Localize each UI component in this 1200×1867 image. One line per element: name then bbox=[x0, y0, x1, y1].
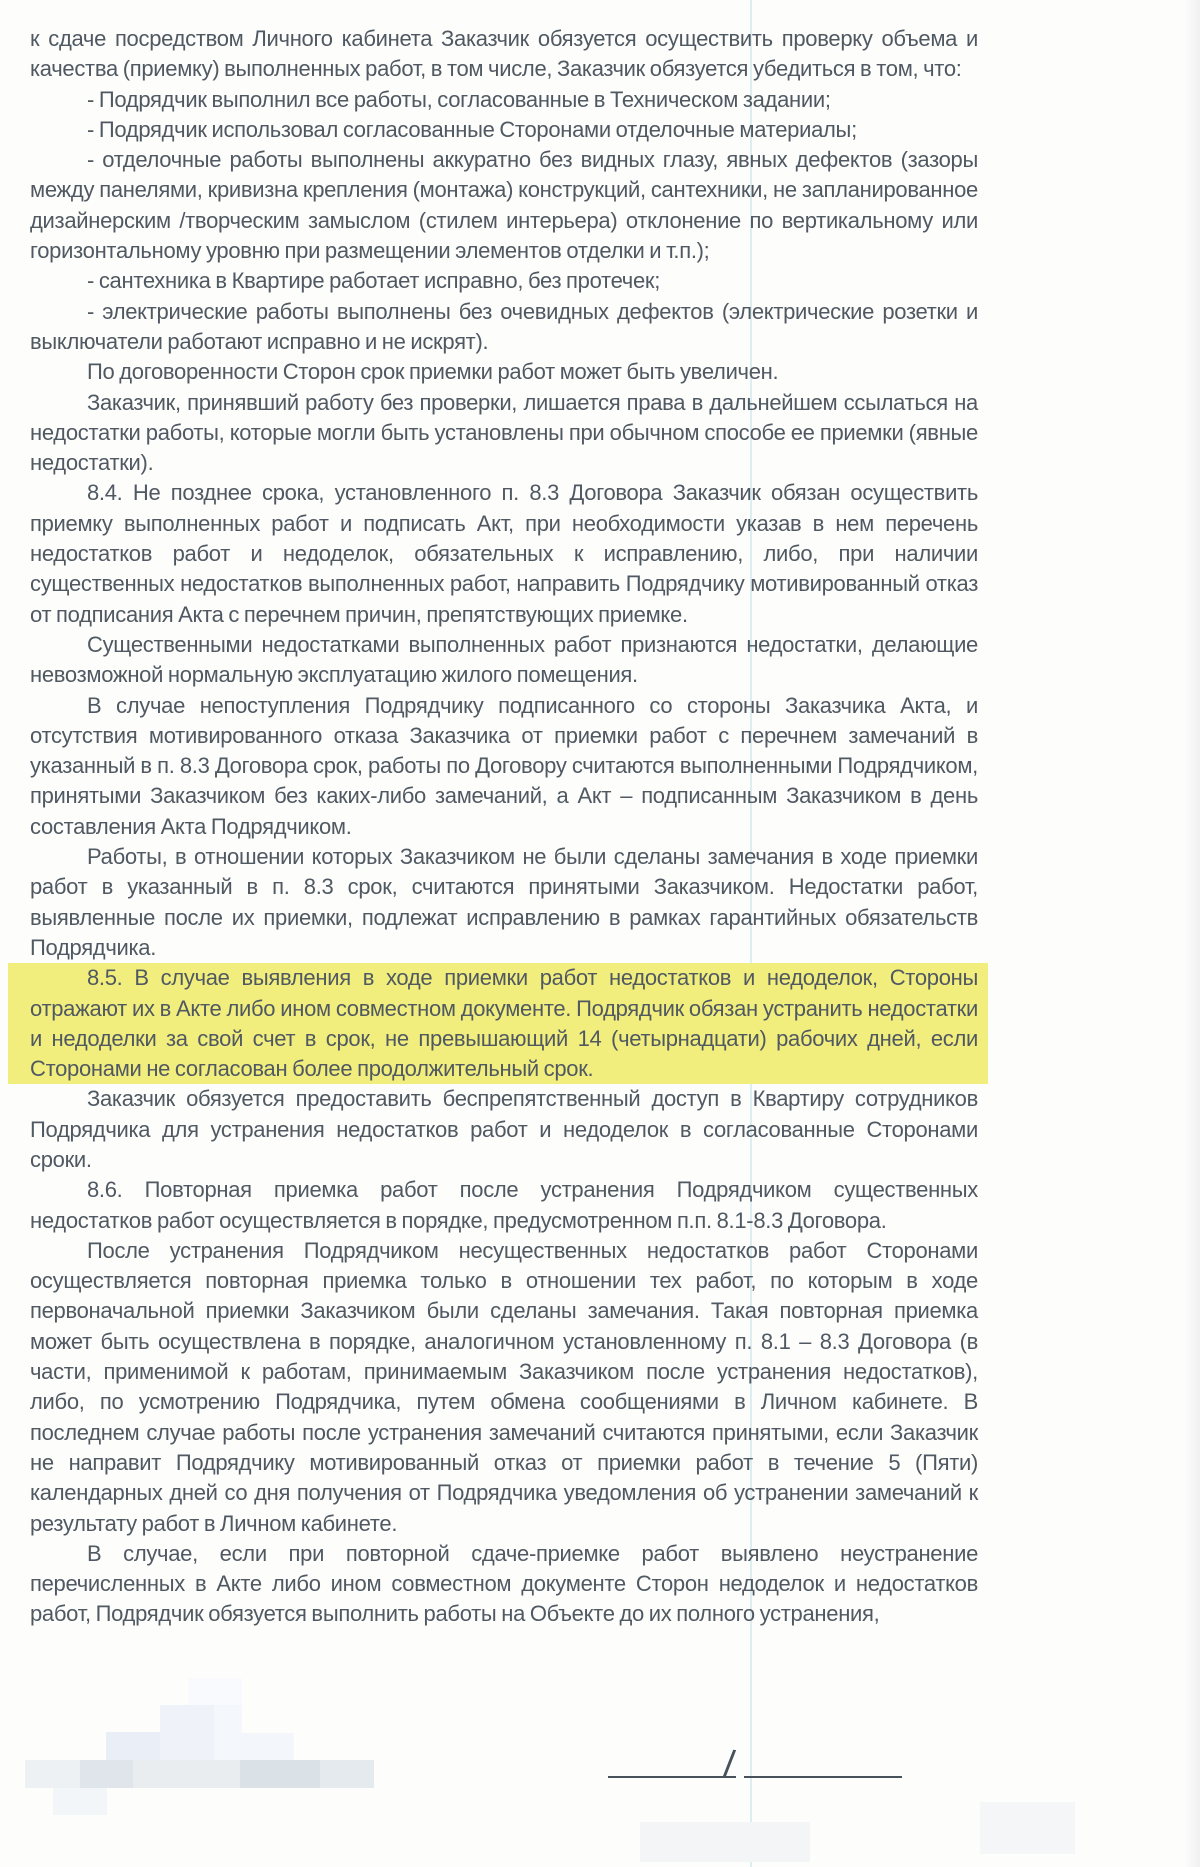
paragraph: В случае, если при повторной сдаче-приемке работ выявлено неустранение перечисленных в Акте либо ином совместном документе Сторон недоделок и недостатков работ, Подрядчик обязуется выполнить работы на Объекте до их полного устранения, bbox=[30, 1540, 978, 1627]
redaction-block bbox=[160, 1705, 214, 1761]
paragraph: После устранения Подрядчиком несущественных недостатков работ Сторонами осуществляется повторная приемка только в отношении тех работ, по которым в ходе первоначальной приемки Заказчиком были сделаны замечания. Такая повторная приемка может быть осуществлена в порядке, аналогичном установленному п. 8.1 – 8.3 Договора (в части, применимой к работам, принимаемым Заказчиком после устранения недостатков), либо, по усмотрению Подрядчика, путем обмена сообщениями в Личном кабинете. В последнем случае работы после устранения замечаний считаются принятыми, если Заказчик не направит Подрядчику мотивированный отказ от приемки работ в течение 5 (Пяти) календарных дней со дня получения от Подрядчика уведомления об устранении замечаний к результату работ в Личном кабинете. bbox=[30, 1237, 978, 1536]
scan-edge-shadow bbox=[1184, 0, 1200, 1867]
paragraph: Существенными недостатками выполненных работ признаются недостатки, делающие невозможной нормальную эксплуатацию жилого помещения. bbox=[30, 631, 978, 688]
paragraph: Работы, в отношении которых Заказчиком не были сделаны замечания в ходе приемки работ в указанный в п. 8.3 срок, считаются принятыми Заказчиком. Недостатки работ, выявленные после их приемки, подлежат исправлению в рамках гарантийных обязательств Подрядчика. bbox=[30, 844, 978, 960]
signature-line-left bbox=[608, 1776, 736, 1778]
redaction-block bbox=[133, 1760, 240, 1788]
paragraph: 8.4. Не позднее срока, установленного п. 8.3 Договора Заказчик обязан осуществить приемку выполненных работ и подписать Акт, при необходимости указав в нем перечень недостатков работ и недоделок, обязательных к исправлению, либо, при наличии существенных недостатков выполненных работ, направить Подрядчику мотивированный отказ от подписания Акта с перечнем причин, препятствующих приемке. bbox=[30, 480, 978, 627]
redaction-block bbox=[320, 1760, 374, 1788]
redaction-block bbox=[980, 1802, 1075, 1854]
paragraph: - Подрядчик использовал согласованные Сторонами отделочные материалы; bbox=[87, 116, 857, 142]
redaction-block bbox=[106, 1732, 160, 1760]
paragraph: - электрические работы выполнены без очевидных дефектов (электрические розетки и выключатели работают исправно и не искрят). bbox=[30, 298, 978, 354]
redaction-block bbox=[214, 1705, 242, 1761]
redaction-block bbox=[80, 1760, 134, 1788]
paragraph: - Подрядчик выполнил все работы, согласованные в Техническом задании; bbox=[87, 86, 831, 112]
redaction-block bbox=[240, 1733, 294, 1760]
paragraph: к сдаче посредством Личного кабинета Заказчик обязуется осуществить проверку объема и качества (приемку) выполненных работ, в том числе, Заказчик обязуется убедиться в том, что: bbox=[30, 26, 978, 82]
paragraph: Заказчик обязуется предоставить беспрепятственный доступ в Квартиру сотрудников Подрядчика для устранения недостатков работ и недоделок в согласованные Сторонами сроки. bbox=[30, 1086, 978, 1172]
redaction-block bbox=[640, 1822, 810, 1862]
paragraph: В случае непоступления Подрядчику подписанного со стороны Заказчика Акта, и отсутствия мотивированного отказа Заказчика от приемки работ с перечнем замечаний в указанный в п. 8.3 Договора срок, работы по Договору считаются выполненными Подрядчиком, принятыми Заказчиком без каких-либо замечаний, а Акт – подписанным Заказчиком в день составления Акта Подрядчиком. bbox=[30, 692, 978, 839]
paragraph: 8.6. Повторная приемка работ после устранения Подрядчиком существенных недостатков работ осуществляется в порядке, предусмотренном п.п. 8.1-8.3 Договора. bbox=[30, 1177, 978, 1233]
document-body bbox=[30, 24, 978, 1630]
signature-separator: / bbox=[721, 1743, 737, 1787]
paragraph: Заказчик, принявший работу без проверки, лишается права в дальнейшем ссылаться на недостатки работы, которые могли быть установлены при обычном способе ее приемки (явные недостатки). bbox=[30, 389, 978, 476]
paragraph: - отделочные работы выполнены аккуратно без видных глазу, явных дефектов (зазоры между панелями, кривизна крепления (монтажа) конструкций, сантехники, не запланированное дизайнерским /творческим замыслом (стилем интерьера) отклонение по вертикальному или горизонтальному уровню при размещении элементов отделки и т.п.); bbox=[30, 147, 978, 264]
redaction-block bbox=[240, 1760, 320, 1788]
signature-line-right bbox=[744, 1776, 902, 1778]
highlighted-clause: 8.5. В случае выявления в ходе приемки работ недостатков и недоделок, Стороны отражают их в Акте либо ином совместном документе. Подрядчик обязан устранить недостатки и недоделки за свой счет в срок, не превышающий 14 (четырнадцати) рабочих дней, если Сторонами не согласован более продолжительный срок. bbox=[30, 963, 978, 1084]
paragraph: - сантехника в Квартире работает исправно, без протечек; bbox=[87, 268, 661, 294]
redaction-block bbox=[53, 1788, 107, 1815]
paragraph: По договоренности Сторон срок приемки работ может быть увеличен. bbox=[87, 359, 779, 385]
